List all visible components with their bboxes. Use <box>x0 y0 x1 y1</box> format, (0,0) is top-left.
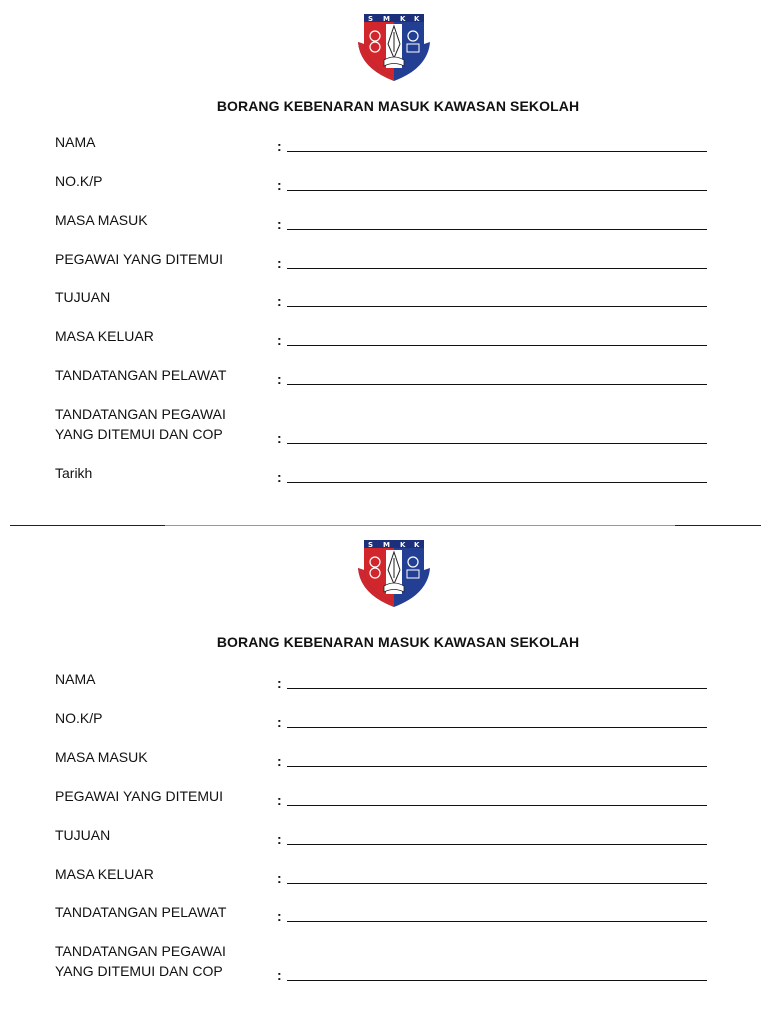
field-colon: : <box>277 908 282 924</box>
field-colon: : <box>277 675 282 691</box>
field-label <box>55 941 270 981</box>
field-tandatangan-pegawai <box>0 408 768 448</box>
field-masa-masuk <box>0 194 768 234</box>
field-tandatangan-pelawat <box>0 886 768 926</box>
fill-in-line[interactable] <box>287 151 707 152</box>
fill-in-line[interactable] <box>287 345 707 346</box>
field-colon: : <box>277 138 282 154</box>
field-nama <box>0 116 768 156</box>
field-pegawai <box>0 233 768 273</box>
fill-in-line[interactable] <box>287 190 707 191</box>
field-label <box>55 404 270 444</box>
field-pegawai <box>0 770 768 810</box>
fill-in-line[interactable] <box>287 229 707 230</box>
field-label: NO.K/P <box>55 173 103 189</box>
field-colon: : <box>277 332 282 348</box>
school-crest-logo <box>356 12 432 82</box>
fill-in-line[interactable] <box>287 384 707 385</box>
field-label: TANDATANGAN PELAWAT <box>55 367 227 383</box>
field-label: NAMA <box>55 134 96 150</box>
field-label: TANDATANGAN PELAWAT <box>55 904 227 920</box>
fill-in-line[interactable] <box>287 844 707 845</box>
field-colon: : <box>277 831 282 847</box>
field-tarikh <box>0 447 768 487</box>
field-label: TUJUAN <box>55 827 111 843</box>
fill-in-line[interactable] <box>287 688 707 689</box>
fill-in-line[interactable] <box>287 805 707 806</box>
field-colon: : <box>277 293 282 309</box>
form-title: BORANG KEBENARAN MASUK KAWASAN SEKOLAH <box>216 634 580 650</box>
field-colon: : <box>277 792 282 808</box>
field-tandatangan-pegawai <box>0 945 768 985</box>
school-crest-logo <box>356 538 432 608</box>
field-label: MASA KELUAR <box>55 328 154 344</box>
field-masa-keluar <box>0 848 768 888</box>
field-colon: : <box>277 714 282 730</box>
field-label: Tarikh <box>55 465 93 481</box>
field-label: PEGAWAI YANG DITEMUI <box>55 788 224 804</box>
fill-in-line[interactable] <box>287 883 707 884</box>
field-colon: : <box>277 371 282 387</box>
field-colon: : <box>277 469 282 485</box>
field-colon: : <box>277 753 282 769</box>
field-colon: : <box>277 177 282 193</box>
fill-in-line[interactable] <box>287 921 707 922</box>
field-label: TUJUAN <box>55 289 111 305</box>
field-colon: : <box>277 216 282 232</box>
field-label: MASA KELUAR <box>55 866 154 882</box>
field-label-line: TANDATANGAN PEGAWAI <box>55 406 226 422</box>
fill-in-line[interactable] <box>287 727 707 728</box>
field-masa-keluar <box>0 310 768 350</box>
field-colon: : <box>277 870 282 886</box>
field-label: NAMA <box>55 671 96 687</box>
field-colon: : <box>277 430 282 446</box>
cut-line-middle <box>165 525 675 526</box>
field-nokp <box>0 155 768 195</box>
field-tandatangan-pelawat <box>0 349 768 389</box>
field-colon: : <box>277 255 282 271</box>
fill-in-line[interactable] <box>287 766 707 767</box>
cut-line-left <box>10 525 165 526</box>
cut-line-right <box>675 525 761 526</box>
fill-in-line[interactable] <box>287 443 707 444</box>
fill-in-line[interactable] <box>287 980 707 981</box>
field-label-line: TANDATANGAN PEGAWAI <box>55 943 226 959</box>
fill-in-line[interactable] <box>287 306 707 307</box>
fill-in-line[interactable] <box>287 482 707 483</box>
field-nokp <box>0 692 768 732</box>
field-colon: : <box>277 967 282 983</box>
field-label: NO.K/P <box>55 710 103 726</box>
field-label-line: YANG DITEMUI DAN COP <box>55 963 223 979</box>
form-title: BORANG KEBENARAN MASUK KAWASAN SEKOLAH <box>216 98 580 114</box>
field-tujuan <box>0 271 768 311</box>
fill-in-line[interactable] <box>287 268 707 269</box>
field-label: PEGAWAI YANG DITEMUI <box>55 251 224 267</box>
field-nama <box>0 653 768 693</box>
field-label-line: YANG DITEMUI DAN COP <box>55 426 223 442</box>
field-tujuan <box>0 809 768 849</box>
field-label: MASA MASUK <box>55 749 148 765</box>
field-masa-masuk <box>0 731 768 771</box>
field-label: MASA MASUK <box>55 212 148 228</box>
